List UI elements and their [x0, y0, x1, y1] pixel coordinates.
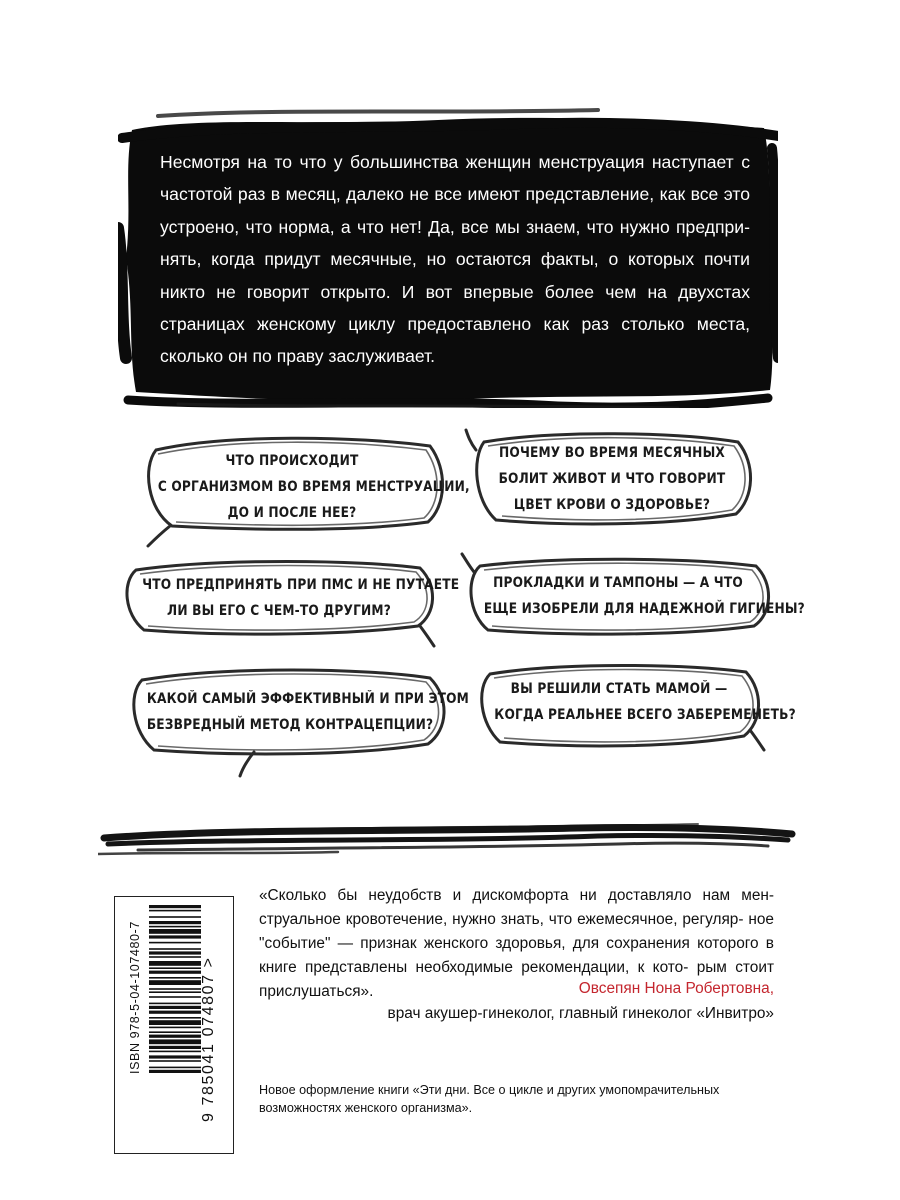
bubble-line: ПОЧЕМУ ВО ВРЕМЯ МЕСЯЧНЫХ — [499, 445, 725, 461]
bubble-line: ЧТО ПРОИСХОДИТ — [225, 453, 359, 469]
barcode-bar — [149, 942, 201, 944]
intro-brush-block — [118, 108, 778, 408]
barcode-bar — [149, 1031, 201, 1033]
quote-line: рым стоит прислушаться». — [259, 959, 774, 1000]
intro-line: не говорит открыто. И вот впервые более чем на двухстах страницах — [160, 281, 750, 335]
edition-note-line: Новое оформление книги «Эти дни. Все о цикле и других умопомрачительных — [259, 1083, 720, 1097]
barcode-bar — [149, 1011, 201, 1014]
quote-author-role: врач акушер-гинеколог, главный гинеколог «Инвитро» — [387, 1005, 774, 1022]
bubble-line: ВЫ РЕШИЛИ СТАТЬ МАМОЙ — — [510, 681, 728, 697]
bubble-question — [142, 572, 460, 624]
barcode-bar — [149, 1051, 201, 1053]
question-bubble-3 — [120, 556, 460, 640]
intro-line: с частотой раз в месяц, далеко не все имеют представление, как все это — [160, 152, 750, 205]
barcode-bar — [149, 1017, 201, 1019]
quote-author-name: Овсепян Нона Робертовна, — [578, 980, 774, 997]
barcode-bar — [149, 967, 201, 969]
bubble-line: ЧТО ПРЕДПРИНЯТЬ ПРИ ПМС И НЕ ПУТАЕТЕ — [142, 577, 460, 593]
barcode-bar — [149, 1035, 201, 1038]
barcode-bar — [149, 1046, 201, 1049]
bubble-line: КОГДА РЕАЛЬНЕЕ ВСЕГО ЗАБЕРЕМЕНЕТЬ? — [494, 707, 796, 723]
barcode-bar — [149, 935, 201, 938]
barcode-bar — [149, 961, 201, 966]
barcode-bar — [149, 1067, 201, 1069]
quote-line: которого в книге представлены необходимые рекомендации, к кото- — [259, 935, 774, 976]
barcode-bar — [149, 1055, 201, 1058]
barcode-bar — [149, 921, 201, 924]
barcode-bar — [149, 1006, 201, 1009]
bubble-line: ЛИ ВЫ ЕГО С ЧЕМ-ТО ДРУГИМ? — [167, 603, 391, 619]
barcode-bar — [149, 1060, 201, 1062]
bubble-line: ЕЩЕ ИЗОБРЕЛИ ДЛЯ НАДЕЖНОЙ ГИГИЕНЫ? — [483, 601, 805, 617]
bubble-line: ПРОКЛАДКИ И ТАМПОНЫ — А ЧТО — [493, 575, 743, 591]
barcode-bar — [149, 948, 201, 950]
bubble-question — [157, 448, 470, 526]
intro-paragraph — [160, 146, 750, 373]
intro-line: нять, когда придут месячные, но остаются факты, о которых почти никто — [160, 249, 750, 302]
barcode-bar — [149, 905, 201, 908]
question-bubble-2 — [466, 428, 758, 532]
question-bubble-1 — [136, 430, 470, 538]
quote-line: ное "событие" — признак женского здоровья, для сохранения — [259, 911, 774, 952]
question-bubble-6 — [474, 660, 796, 752]
isbn-text: ISBN 978-5-04-107480-7 — [128, 921, 142, 1074]
question-bubble-5 — [124, 664, 470, 760]
barcode-bar — [149, 971, 201, 974]
barcode-bar — [149, 916, 201, 918]
bubble-question — [494, 676, 796, 728]
barcode-bar — [149, 977, 201, 979]
bubble-question — [146, 686, 470, 738]
quote-line: «Сколько бы неудобств и дискомфорта ни доставляло нам мен- — [259, 887, 774, 904]
barcode-bar — [149, 988, 201, 990]
quote-line: струальное кровотечение, нужно знать, что ежемесячное, регуляр- — [259, 911, 744, 928]
barcode-bar — [149, 1003, 201, 1005]
bubble-question — [486, 440, 737, 518]
barcode-bar — [149, 951, 201, 954]
bubble-line: С ОРГАНИЗМОМ ВО ВРЕМЯ МЕНСТРУАЦИИ, — [157, 479, 470, 495]
bubble-line: ДО И ПОСЛЕ НЕЕ? — [227, 505, 357, 521]
bubble-line: КАКОЙ САМЫЙ ЭФФЕКТИВНЫЙ И ПРИ ЭТОМ — [146, 691, 470, 707]
barcode-bar — [149, 1070, 201, 1073]
brush-divider — [98, 818, 798, 862]
barcode-bar — [149, 910, 201, 912]
intro-line: Несмотря на то что у большинства женщин менструация наступает — [160, 152, 734, 172]
barcode-bar — [149, 956, 201, 958]
barcode-bar — [149, 1039, 201, 1044]
bubble-line: ЦВЕТ КРОВИ О ЗДОРОВЬЕ? — [513, 497, 711, 513]
intro-line: устроено, что норма, а что нет! Да, все мы знаем, что нужно предпри- — [160, 216, 750, 237]
barcode-bar — [149, 929, 201, 934]
barcode-bar — [149, 980, 201, 985]
edition-note-line: возможностях женского организма». — [259, 1101, 473, 1115]
bubble-line: БЕЗВРЕДНЫЙ МЕТОД КОНТРАЦЕПЦИИ? — [146, 717, 434, 733]
edition-note — [259, 1081, 779, 1117]
bubble-question — [483, 570, 805, 622]
barcode-bar — [149, 1020, 201, 1025]
barcode-bar — [149, 926, 201, 928]
bubble-line: БОЛИТ ЖИВОТ И ЧТО ГОВОРИТ — [498, 471, 726, 487]
barcode-bar — [149, 991, 201, 993]
barcode-bar — [149, 996, 201, 998]
intro-line: праву заслуживает. — [276, 346, 436, 367]
barcode-bar — [149, 1027, 201, 1029]
barcode-digits: 9 785041 074807 > — [200, 956, 217, 1122]
question-bubble-4 — [462, 554, 805, 640]
intro-line: женскому циклу предоставлено как раз столько места, сколько он по — [160, 314, 751, 367]
